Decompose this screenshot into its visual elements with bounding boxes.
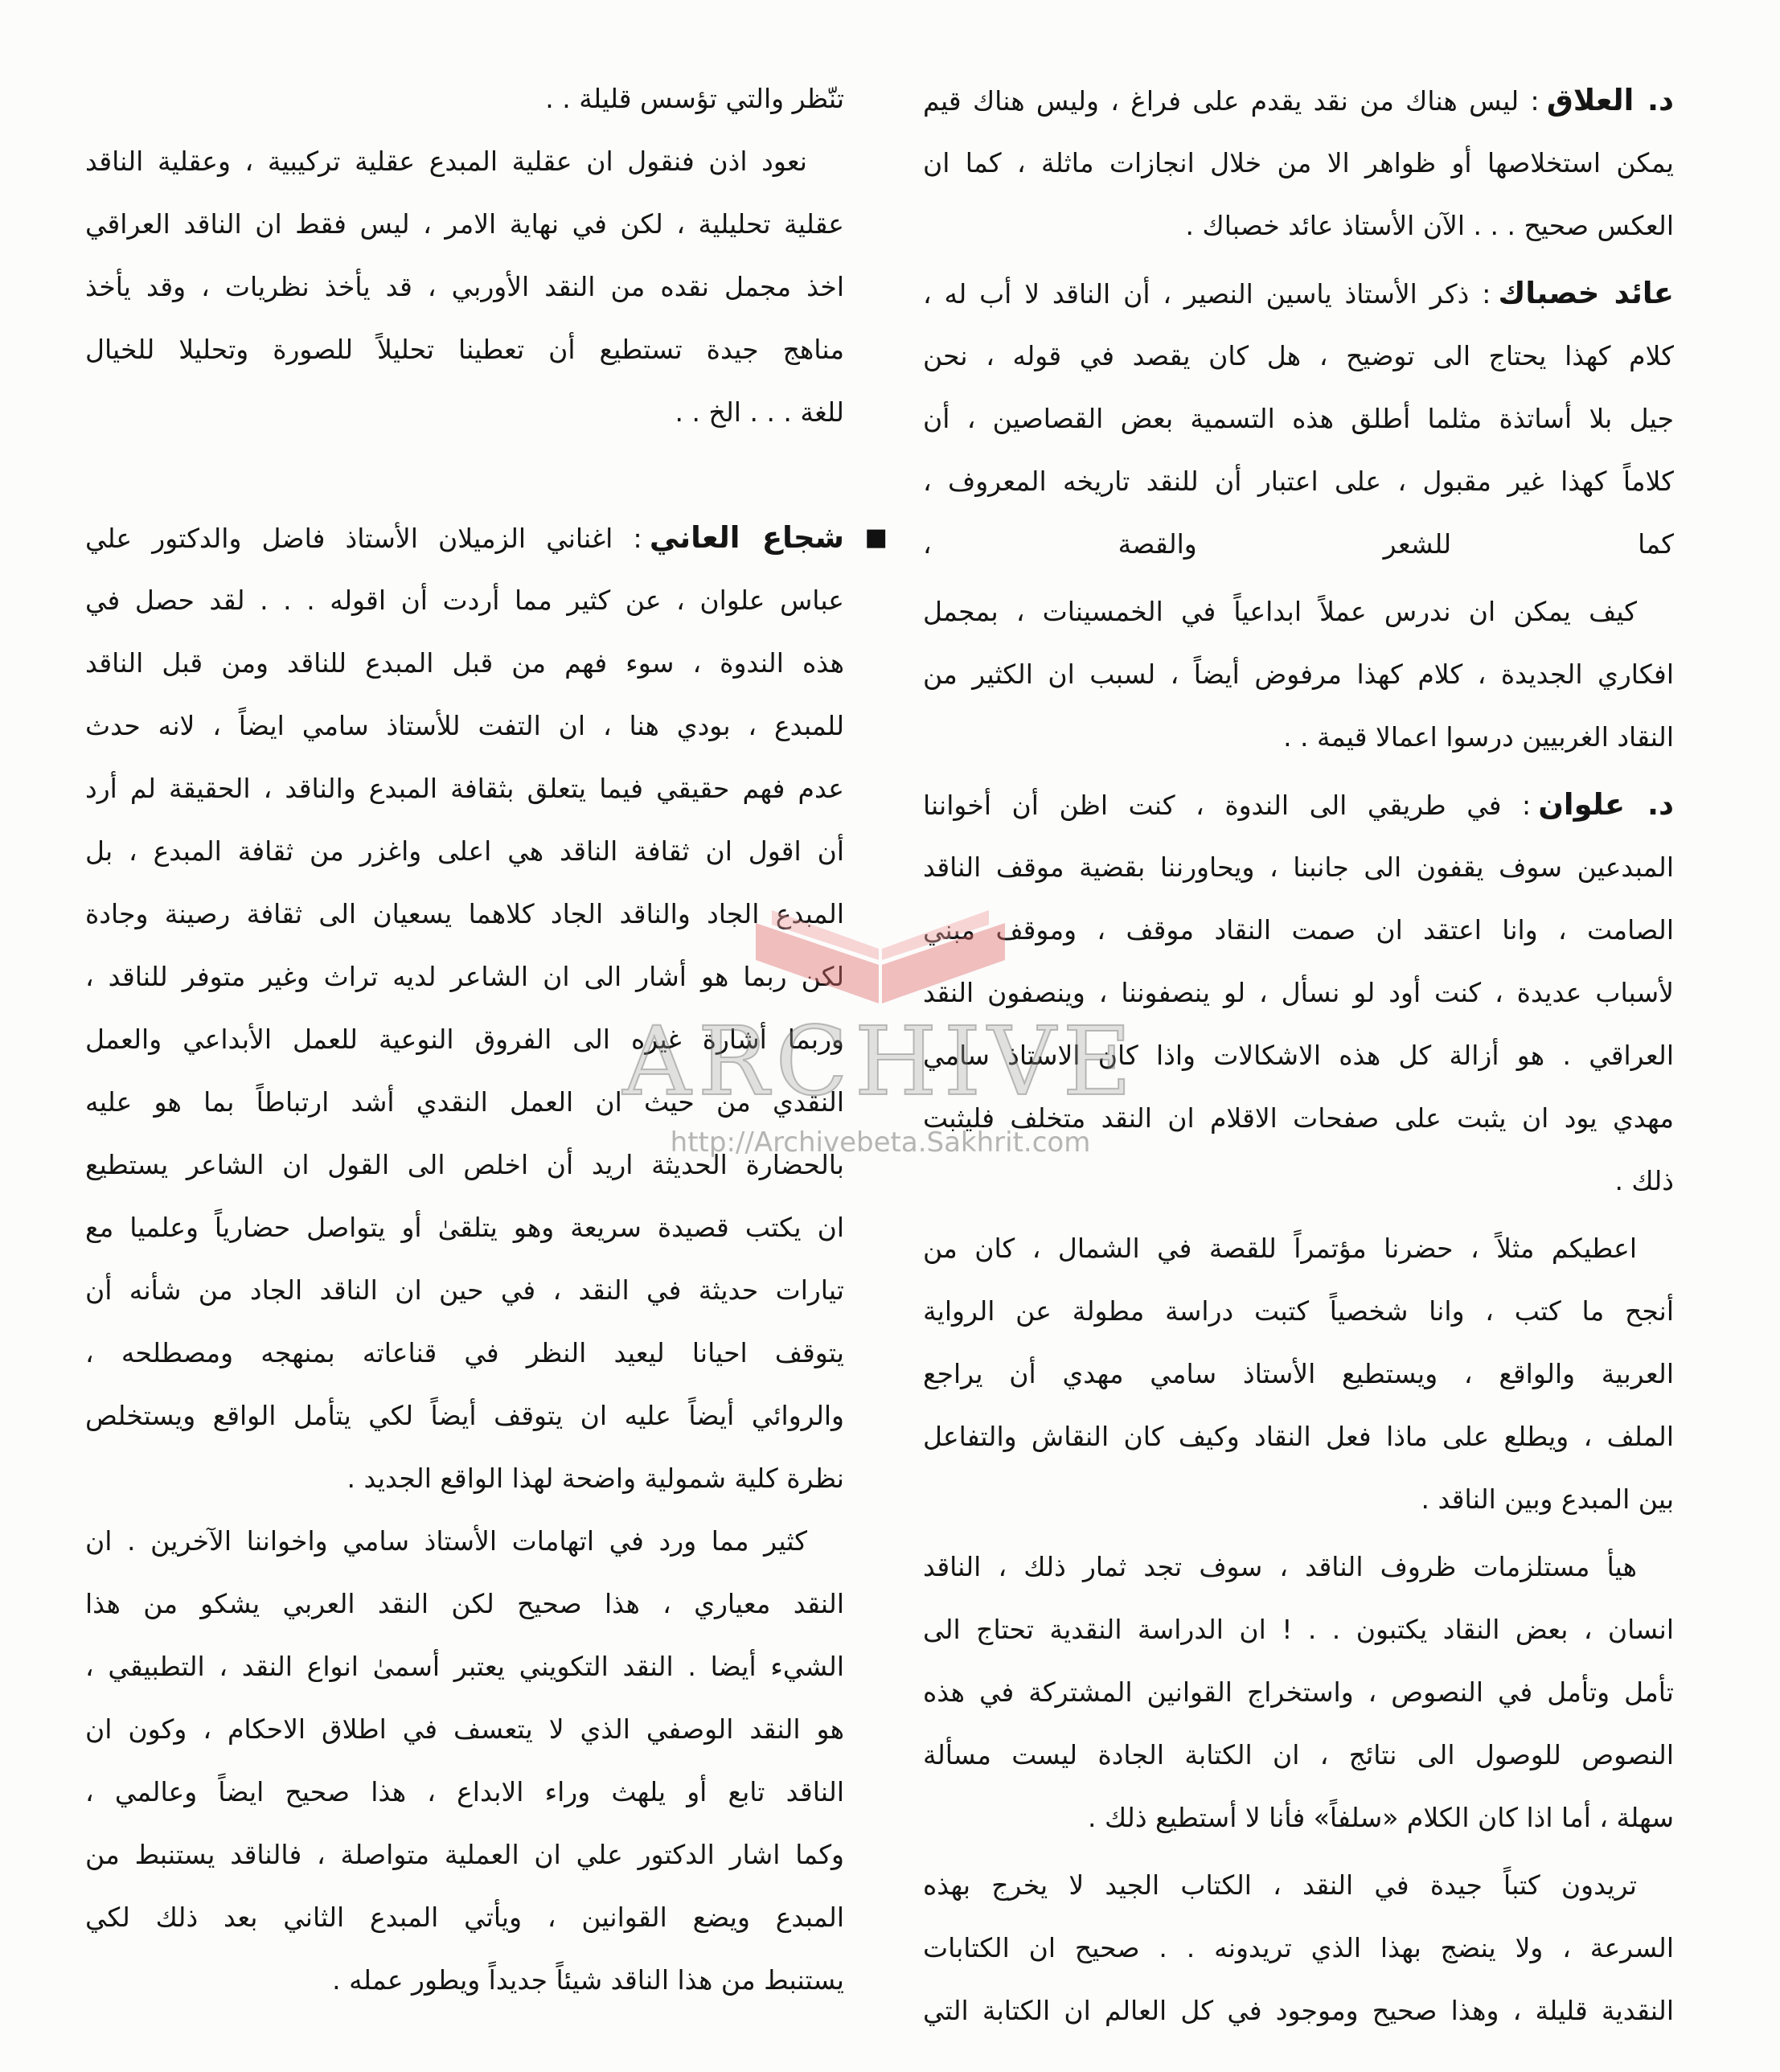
text-line: الملف ، ويطلع على ماذا فعل النقاد وكيف كان النقاش والتفاعل: [923, 1421, 1674, 1452]
text-line: الشيء أيضا . النقد التكويني يعتبر أسمىٰ انواع النقد ، التطبيقي ،: [85, 1651, 844, 1682]
text-line: النقدي من حيث ان العمل النقدي أشد ارتباطاً بما هو عليه: [85, 1086, 844, 1118]
text-line: عدم فهم حقيقي فيما يتعلق بثقافة المبدع والناقد ، الحقيقة لم أرد: [85, 773, 844, 804]
text-line: مناهج جيدة تستطيع أن تعطينا تحليلاً للصورة وتحليلا للخيال: [85, 334, 844, 365]
text-line: هو النقد الوصفي الذي لا يتعسف في اطلاق الاحكام ، وكون ان: [85, 1713, 844, 1745]
text-line: تيارات حديثة في النقد ، في حين ان الناقد الجاد من شأنه أن: [85, 1274, 844, 1306]
text-line: كيف يمكن ان ندرس عملاً ابداعياً في الخمسينات ، بمجمل: [923, 596, 1637, 627]
text-line: لكن ربما هو أشار الى ان الشاعر لديه تراث وغير متوفر للناقد ،: [85, 961, 844, 992]
text-line: الصامت ، وانا اعتقد ان صمت النقاد موقف ، وموقف مبني: [923, 914, 1674, 946]
text-line: المبدع الجاد والناقد الجاد كلاهما يسعيان الى ثقافة رصينة وجادة: [85, 898, 844, 929]
paragraph: [923, 1217, 1674, 1531]
text-line: افكاري الجديدة ، كلام كهذا مرفوض أيضاً ، لسبب ان الكثير من: [923, 659, 1674, 690]
paragraph: [85, 1510, 844, 2012]
text-line: تأمل وتأمل في النصوص ، واستخراج القوانين المشتركة في هذه: [923, 1676, 1674, 1708]
text-line: والروائي أيضاً عليه ان يتوقف أيضاً لكي يتأمل الواقع ويستخلص: [85, 1400, 844, 1431]
text-line: [923, 262, 1674, 325]
paragraph: [85, 130, 844, 444]
paragraph: [923, 1536, 1674, 1849]
text-line: عباس علوان ، عن كثير مما أردت أن اقوله . . . لقد حصل في: [85, 585, 844, 616]
text-line: يستنبط من هذا الناقد شيئاً جديداً ويطور عمله .: [332, 1964, 844, 1996]
text-line: عقلية تحليلية ، لكن في نهاية الامر ، ليس فقط ان الناقد العراقي: [85, 208, 844, 240]
text-line: أن اقول ان ثقافة الناقد هي اعلى واغزر من ثقافة المبدع ، بل: [85, 835, 844, 867]
text-line: كثير مما ورد في اتهامات الأستاذ سامي واخواننا الآخرين . ان: [85, 1525, 807, 1557]
text-line: نظرة كلية شمولية واضحة لهذا الواقع الجديد .: [347, 1463, 844, 1494]
text-line: كما للشعر والقصة ،: [923, 528, 1674, 560]
text-line: النقدية قليلة ، وهذا صحيح وموجود في كل العالم ان الكتابة التي: [923, 1995, 1674, 2026]
line-text: : ذكر الأستاذ ياسين النصير ، أن الناقد لا أب له ،: [923, 278, 1491, 310]
text-line: هيأ مستلزمات ظروف الناقد ، سوف تجد ثمار ذلك ، الناقد: [923, 1551, 1637, 1582]
text-line: لأسباب عديدة ، كنت أود لو نسأل ، لو ينصفوننا ، وينصفون النقد: [923, 977, 1674, 1008]
text-line: النقاد الغربيين درسوا اعمالا قيمة . .: [1283, 721, 1674, 753]
text-line: تنّظر والتي تؤسس قليلة . .: [545, 83, 844, 114]
text-line: يتوقف احيانا ليعيد النظر في قناعاته بمنهجه ومصطلحه ،: [85, 1337, 844, 1368]
text-line: جيل بلا أساتذة مثلما أطلق هذه التسمية بعض القصاصين ، أن: [923, 403, 1674, 434]
text-line: أنجح ما كتب ، وانا شخصياً كتبت دراسة مطولة عن الرواية: [923, 1295, 1674, 1327]
text-line: اعطيكم مثلاً ، حضرنا مؤتمراً للقصة في الشمال ، كان من: [923, 1233, 1637, 1264]
right-column: [923, 69, 1674, 2042]
text-line: سهلة ، أما اذا كان الكلام «سلفاً» فأنا لا أستطيع ذلك .: [1087, 1802, 1674, 1833]
paragraph: [923, 1854, 1674, 2042]
text-line: تريدون كتباً جيدة في النقد ، الكتاب الجيد لا يخرج بهذه: [923, 1869, 1637, 1901]
text-line: هذه الندوة ، سوء فهم من قبل المبدع للناقد ومن قبل الناقد: [85, 647, 844, 679]
text-line: اخذ مجمل نقده من النقد الأوربي ، قد يأخذ نظريات ، وقد يأخذ: [85, 271, 844, 302]
line-text: : في طريقي الى الندوة ، كنت اظن أن أخواننا: [923, 790, 1532, 821]
speaker-dr-alwan: د. علوان: [1538, 787, 1674, 822]
paragraph: [923, 581, 1674, 769]
text-line: النصوص للوصول الى نتائج ، ان الكتابة الجادة ليست مسألة: [923, 1739, 1674, 1770]
text-line: العراقي . هو أزالة كل هذه الاشكالات واذا كان الاستاذ سامي: [923, 1040, 1674, 1071]
text-line: العربية والواقع ، ويستطيع الأستاذ سامي مهدي أن يراجع: [923, 1358, 1674, 1389]
text-line: مهدي يود ان يثبت على صفحات الاقلام ان النقد متخلف فليثبت: [923, 1102, 1674, 1134]
speaker-dr-allaq: د. العلاق: [1546, 83, 1674, 117]
text-line: للغة . . . الخ . .: [675, 396, 844, 428]
text-line: كلاماً كهذا غير مقبول ، على اعتبار أن للنقد تاريخه المعروف ،: [923, 466, 1674, 497]
text-line: يمكن استخلاصها أو ظواهر الا من خلال انجازات ماثلة ، كما ان: [923, 147, 1674, 178]
text-line: [923, 773, 1674, 836]
watermark-brand: ARCHIVE: [622, 1006, 1138, 1117]
text-line: السرعة ، ولا ينضج بهذا الذي تريدونه . . صحيح ان الكتابات: [923, 1932, 1674, 1963]
text-line: بالحضارة الحديثة اريد أن اخلص الى القول ان الشاعر يستطيع: [85, 1149, 844, 1180]
speaker-shujaa-al-ani: شجاع العاني: [649, 520, 844, 555]
text-line: [923, 69, 1674, 132]
text-line: العكس صحيح . . . الآن الأستاذ عائد خصباك .: [1185, 210, 1674, 241]
text-line: انسان ، بعض النقاد يكتبون . . ! ان الدراسة النقدية تحتاج الى: [923, 1614, 1674, 1645]
text-line: ان يكتب قصيدة سريعة وهو يتلقىٰ أو يتواصل حضارياً وعلميا مع: [85, 1212, 844, 1243]
text-line: ذلك .: [1614, 1165, 1674, 1196]
line-text: : اغناني الزميلان الأستاذ فاضل والدكتور علي: [85, 523, 642, 554]
text-line: المبدع ويضع القوانين ، ويأتي المبدع الثاني بعد ذلك لكي: [85, 1902, 844, 1933]
speaker-aid-khasbak: عائد خصباك: [1498, 276, 1674, 310]
line-text: : ليس هناك من نقد يقدم على فراغ ، وليس هناك قيم: [923, 85, 1540, 117]
text-line: بين المبدع وبين الناقد .: [1421, 1483, 1674, 1515]
paragraph-continuation: [85, 68, 844, 130]
text-line: للمبدع ، بودي هنا ، ان التفت للأستاذ سامي ايضاً ، لانه حدث: [85, 710, 844, 741]
text-line: وكما اشار الدكتور علي ان العملية متواصلة ، فالناقد يستنبط من: [85, 1839, 844, 1870]
paragraph-khasbak: [923, 262, 1674, 576]
square-bullet-icon: ■: [864, 523, 888, 552]
text-line: الناقد تابع أو يلهث وراء الابداع ، هذا صحيح ايضاً وعالمي ،: [85, 1776, 844, 1807]
text-line: وربما أشارة غيره الى الفروق النوعية للعمل الأبداعي والعمل: [85, 1024, 844, 1055]
text-line: نعود اذن فنقول ان عقلية المبدع عقلية تركيبية ، وعقلية الناقد: [85, 146, 807, 177]
paragraph-alwan: [923, 773, 1674, 1212]
text-line: [85, 507, 844, 569]
text-line: النقد معياري ، هذا صحيح لكن النقد العربي يشكو من هذا: [85, 1588, 844, 1619]
text-line: المبدعين سوف يقفون الى جانبنا ، ويحاورننا بقضية موقف الناقد: [923, 851, 1674, 883]
watermark-url: http://Archivebeta.Sakhrit.com: [670, 1126, 1091, 1159]
text-line: كلام كهذا يحتاج الى توضيح ، هل كان يقصد في قوله ، نحن: [923, 340, 1674, 371]
paragraph-allaq: [923, 69, 1674, 257]
